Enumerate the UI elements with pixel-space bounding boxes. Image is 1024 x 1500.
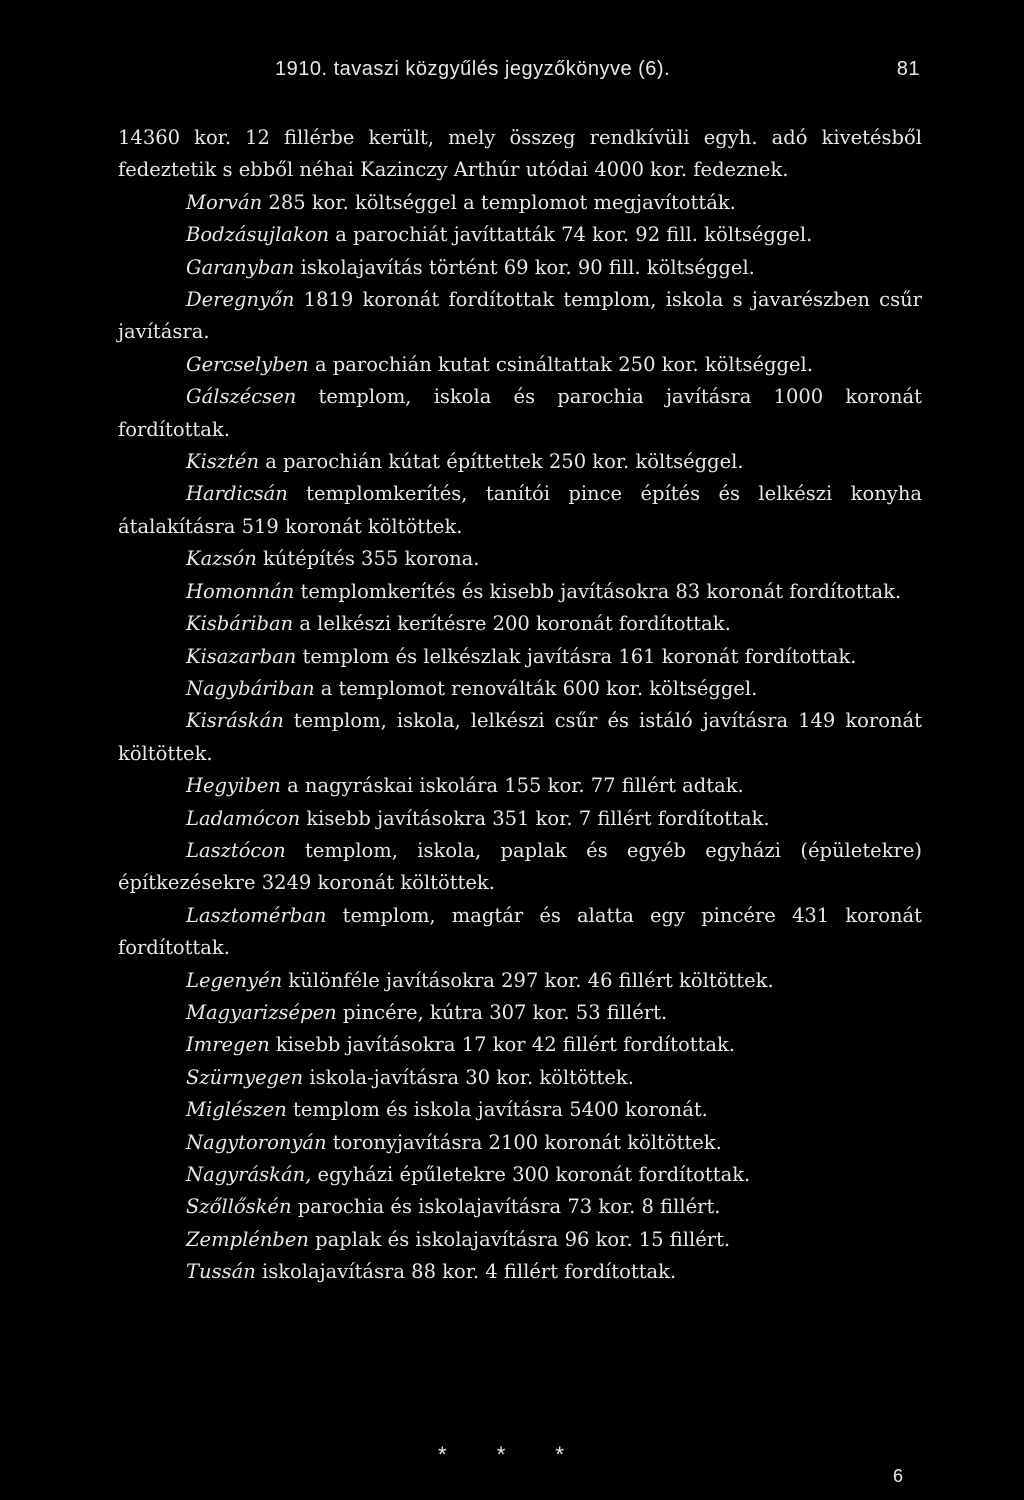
paragraph	[118, 1029, 922, 1061]
paragraph	[118, 835, 922, 900]
paragraph-text: templom és iskola javításra 5400 koronát.	[286, 1098, 708, 1122]
paragraph	[118, 122, 922, 187]
paragraph	[118, 1191, 922, 1223]
paragraph-text: különféle javításokra 297 kor. 46 fillért költöttek.	[282, 968, 774, 992]
section-separator: * * *	[438, 1442, 586, 1467]
paragraph-text: pincére, kútra 307 kor. 53 fillért.	[336, 1000, 668, 1024]
paragraph-text: kisebb javításokra 351 kor. 7 fillért fordítottak.	[300, 806, 770, 830]
place-name: Zemplénben	[186, 1227, 309, 1251]
place-name: Kisbáriban	[186, 612, 294, 636]
place-name: Kisazarban	[186, 644, 297, 668]
paragraph	[118, 608, 922, 640]
body-text	[118, 122, 922, 1289]
paragraph-text: 285 kor. költséggel a templomot megjavították.	[262, 190, 736, 214]
paragraph	[118, 1224, 922, 1256]
page-number: 81	[896, 58, 920, 80]
paragraph	[118, 219, 922, 251]
place-name: Garanyban	[186, 255, 295, 279]
paragraph	[118, 705, 922, 770]
paragraph	[118, 252, 922, 284]
paragraph	[118, 381, 922, 446]
paragraph	[118, 803, 922, 835]
paragraph	[118, 349, 922, 381]
paragraph-text: a nagyráskai iskolára 155 kor. 77 fillért adtak.	[280, 774, 744, 798]
place-name: Miglészen	[186, 1098, 287, 1122]
place-name: Lasztócon	[186, 838, 286, 862]
paragraph-text: a parochián kútat építtettek 250 kor. költséggel.	[259, 450, 744, 474]
paragraph-text: kútépítés 355 korona.	[256, 547, 480, 571]
paragraph-text: iskola-javításra 30 kor. költöttek.	[303, 1065, 634, 1089]
paragraph	[118, 997, 922, 1029]
paragraph	[118, 284, 922, 349]
paragraph-text: 1819 koronát fordítottak templom, iskola s javarészben csűr javításra.	[118, 288, 922, 344]
place-name: Bodzásujlakon	[186, 223, 330, 247]
place-name: Szőllőskén	[186, 1195, 292, 1219]
paragraph	[118, 1094, 922, 1126]
paragraph-text: templomkerítés és kisebb javításokra 83 koronát fordítottak.	[294, 579, 902, 603]
paragraph-text: egyházi épűletekre 300 koronát fordítottak.	[311, 1163, 751, 1186]
paragraph	[118, 1127, 922, 1159]
paragraph	[118, 1256, 922, 1288]
paragraph-text: iskolajavításra 88 kor. 4 fillért fordítottak.	[255, 1260, 677, 1284]
place-name: Hegyiben	[186, 774, 281, 798]
place-name: Kisztén	[186, 450, 260, 474]
paragraph	[118, 1159, 922, 1191]
paragraph-text: a templomot renoválták 600 kor. költséggel.	[314, 676, 758, 700]
paragraph-text: kisebb javításokra 17 kor 42 fillért fordítottak.	[269, 1033, 736, 1057]
paragraph-text: templom, magtár és alatta egy pincére 431 koronát fordítottak.	[118, 903, 922, 960]
paragraph	[118, 187, 922, 219]
paragraph	[118, 1062, 922, 1094]
paragraph	[118, 965, 922, 997]
paragraph-text: a lelkészi kerítésre 200 koronát fordítottak.	[293, 612, 731, 636]
paragraph-text: iskolajavítás történt 69 kor. 90 fill. költséggel.	[294, 255, 755, 279]
place-name: Hardicsán	[186, 482, 288, 506]
place-name: Imregen	[186, 1033, 270, 1057]
place-name: Morván	[186, 190, 263, 214]
place-name: Szürnyegen	[186, 1065, 304, 1089]
paragraph-text: parochia és iskolajavításra 73 kor. 8 fillért.	[291, 1195, 721, 1219]
paragraph-text: templom, iskola, lelkészi csűr és istáló javításra 149 koronát költöttek.	[118, 709, 922, 765]
place-name: Gálszécsen	[186, 385, 297, 409]
place-name: Tussán	[186, 1260, 256, 1284]
paragraph-text: a parochiát javíttatták 74 kor. 92 fill. költséggel.	[329, 223, 813, 247]
paragraph	[118, 543, 922, 575]
place-name: Legenyén	[186, 968, 283, 992]
paragraph	[118, 770, 922, 802]
place-name: Kazsón	[186, 547, 257, 571]
paragraph-text: paplak és iskolajavításra 96 kor. 15 fillért.	[308, 1227, 731, 1251]
place-name: Magyarizsépen	[186, 1000, 337, 1024]
place-name: Ladamócon	[186, 806, 301, 830]
paragraph	[118, 478, 922, 543]
paragraph-text: 14360 kor. 12 fillérbe került, mely összeg rendkívüli egyh. adó kivetésből fedeztetik s ebből néhai Kazinczy Arthúr utódai 4000 kor. fedeznek.	[118, 126, 922, 182]
paragraph	[118, 576, 922, 608]
running-title: 1910. tavaszi közgyűlés jegyzőkönyve (6).	[275, 58, 671, 80]
place-name: Homonnán	[186, 579, 295, 603]
place-name: Nagyráskán,	[186, 1163, 312, 1186]
place-name: Kisráskán	[186, 709, 284, 733]
paragraph-text: toronyjavításra 2100 koronát költöttek.	[326, 1130, 722, 1154]
page-header	[275, 58, 920, 81]
place-name: Nagybáriban	[186, 676, 315, 700]
place-name: Nagytoronyán	[186, 1130, 327, 1154]
place-name: Gercselyben	[186, 352, 309, 376]
place-name: Deregnyőn	[186, 288, 295, 312]
paragraph-text: templom, iskola, paplak és egyéb egyházi (épületekre) építkezésekre 3249 koronát költöttek.	[118, 838, 922, 895]
paragraph	[118, 900, 922, 965]
paragraph-text: a parochián kutat csináltattak 250 kor. költséggel.	[308, 352, 813, 376]
paragraph	[118, 673, 922, 705]
paragraph-text: templom és lelkészlak javításra 161 koronát fordítottak.	[296, 644, 857, 668]
paragraph	[118, 641, 922, 673]
paragraph-text: templom, iskola és parochia javításra 1000 koronát fordítottak.	[118, 385, 922, 441]
paragraph	[118, 446, 922, 478]
place-name: Lasztomérban	[186, 903, 327, 927]
paragraph-text: templomkerítés, tanítói pince építés és lelkészi konyha átalakításra 519 koronát költöttek.	[118, 482, 922, 538]
signature-mark: 6	[893, 1466, 904, 1486]
